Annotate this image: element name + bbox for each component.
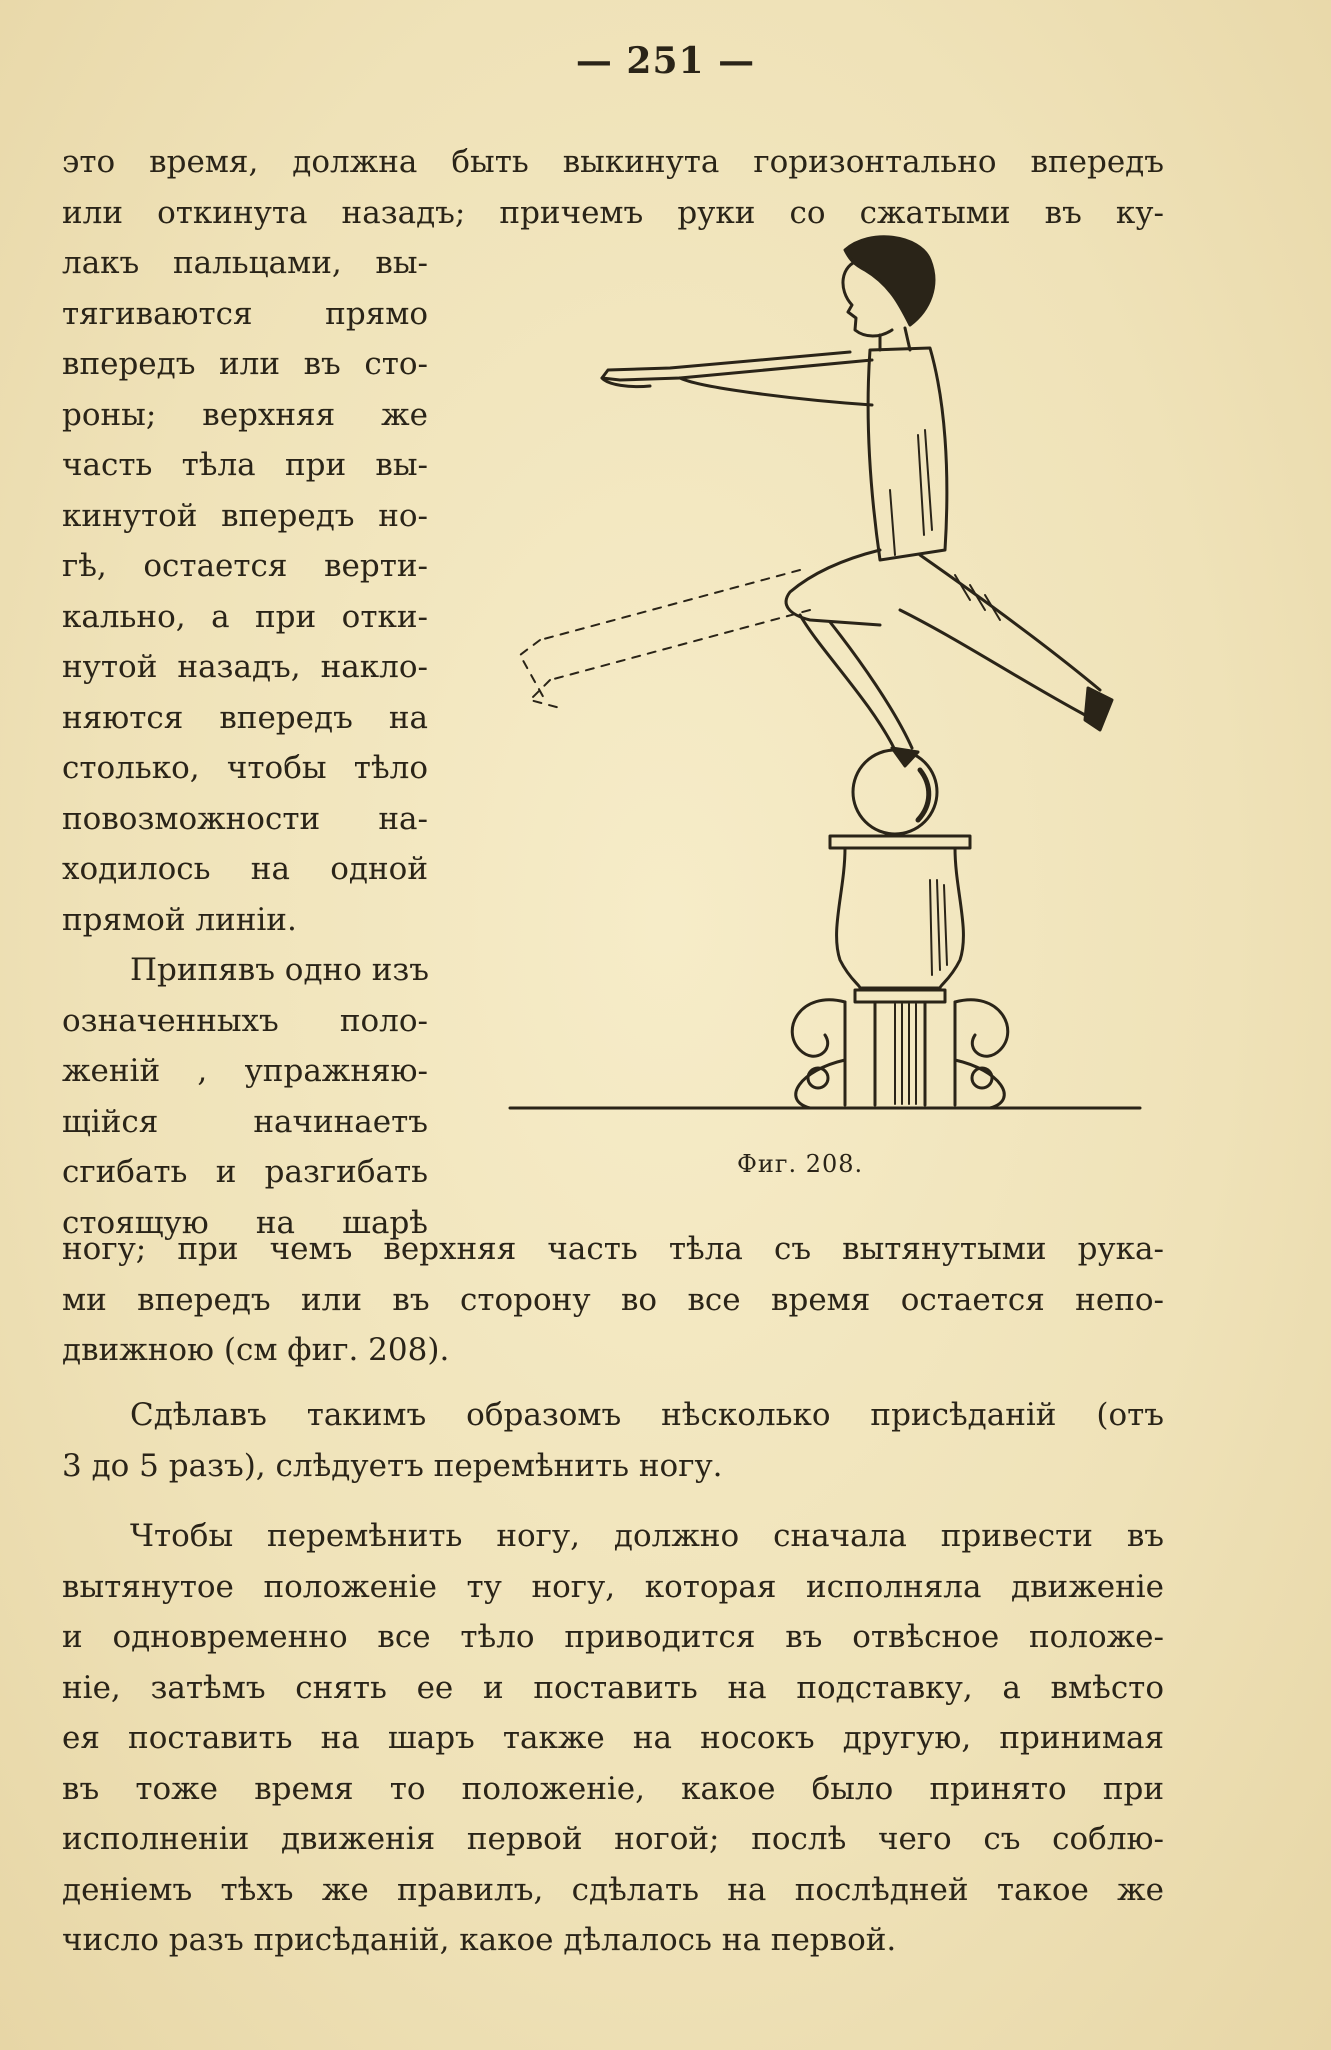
- text-line: няются впередъ на: [62, 699, 428, 736]
- text-line: ходилось на одной: [62, 851, 428, 887]
- text-line: впередъ или въ сто-: [62, 346, 428, 382]
- text-line: нутой назадъ, накло-: [62, 649, 428, 685]
- paragraph-gap: [62, 1491, 1164, 1511]
- text-line: это время, должна быть выкинута горизонтально впередъ: [62, 144, 1164, 180]
- text-line: исполненіи движенія первой ногой; послѣ чего съ соблю-: [62, 1821, 1164, 1857]
- text-line: и одновременно все тѣло приводится въ отвѣсное положе-: [62, 1619, 1164, 1655]
- text-line: ея поставить на шаръ также на носокъ другую, принимая: [62, 1720, 1164, 1756]
- text-line: ми впередъ или въ сторону во все время остается непо-: [62, 1281, 1164, 1318]
- figure-caption: Фиг. 208.: [737, 1150, 864, 1178]
- text-line: Чтобы перемѣнить ногу, должно сначала привести въ: [130, 1518, 1164, 1554]
- text-line: роны; верхняя же: [62, 396, 428, 433]
- page-number: — 251 —: [575, 40, 756, 82]
- bottom-text-block: [62, 1224, 1164, 1376]
- text-line: ніе, затѣмъ снять ее и поставить на подставку, а вмѣсто: [62, 1669, 1164, 1706]
- text-line: тягиваются прямо: [62, 295, 428, 332]
- text-line: кально, а при отки-: [62, 598, 428, 635]
- text-line: повозможности на-: [62, 800, 428, 837]
- text-line: ногу; при чемъ верхняя часть тѣла съ вытянутыми рука-: [62, 1231, 1164, 1267]
- text-line: движною (см фиг. 208).: [62, 1332, 450, 1368]
- text-line: столько, чтобы тѣло: [62, 750, 428, 786]
- text-line: стоящую на шарѣ: [62, 1204, 428, 1241]
- text-line: Припявъ одно изъ: [130, 952, 430, 988]
- gymnast-on-ball-illustration: [500, 230, 1150, 1140]
- text-line: въ тоже время то положеніе, какое было принято при: [62, 1770, 1164, 1807]
- paragraphs-block: [62, 1390, 1164, 1966]
- top-text-block: [62, 137, 1164, 238]
- text-line: женій , упражняю-: [62, 1053, 428, 1089]
- text-line: прямой линіи.: [62, 901, 297, 938]
- text-line: часть тѣла при вы-: [62, 447, 428, 483]
- text-line: лакъ пальцами, вы-: [62, 245, 428, 281]
- text-line: 3 до 5 разъ), слѣдуетъ перемѣнить ногу.: [62, 1447, 723, 1484]
- text-line: гѣ, остается верти-: [62, 548, 428, 584]
- text-line: число разъ присѣданій, какое дѣлалось на первой.: [62, 1922, 897, 1958]
- text-line: или откинута назадъ; причемъ руки со сжатыми въ ку-: [62, 194, 1164, 231]
- text-line: деніемъ тѣхъ же правилъ, сдѣлать на послѣдней такое же: [62, 1871, 1164, 1908]
- figure-208-drawing: [500, 230, 1150, 1140]
- text-line: Сдѣлавъ такимъ образомъ нѣсколько присѣданій (отъ: [130, 1397, 1164, 1433]
- text-line: кинутой впередъ но-: [62, 497, 428, 534]
- text-line: щійся начинаетъ: [62, 1103, 428, 1140]
- text-line: вытянутое положеніе ту ногу, которая исполняла движеніе: [62, 1568, 1164, 1605]
- text-line: сгибать и разгибать: [62, 1154, 428, 1190]
- left-column-text: [62, 238, 428, 1248]
- text-line: означенныхъ поло-: [62, 1002, 428, 1039]
